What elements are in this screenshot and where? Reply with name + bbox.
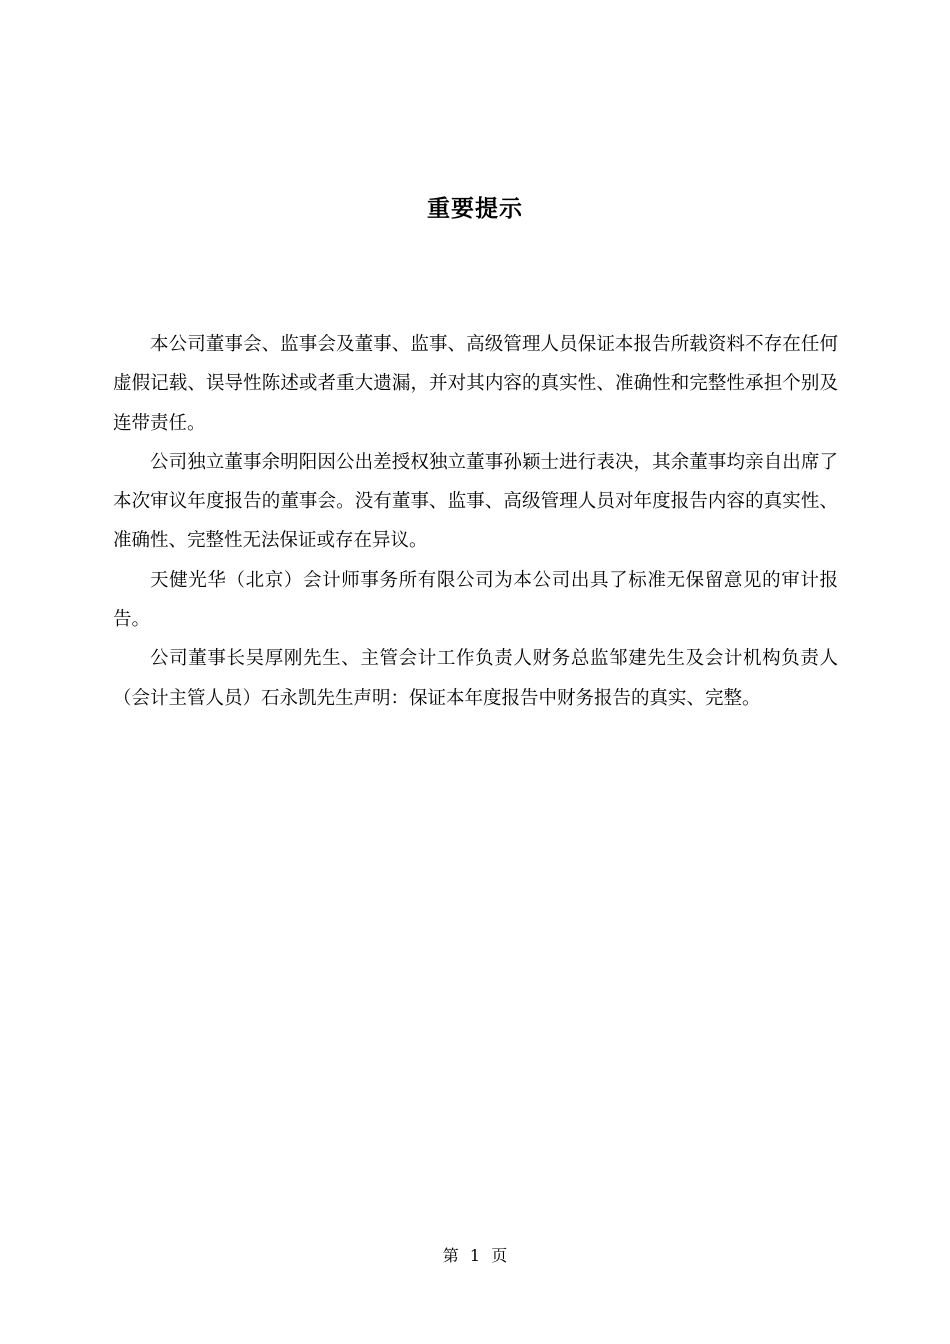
page-footer [0,1243,950,1266]
paragraph-financial-statement: 公司董事长吴厚刚先生、主管会计工作负责人财务总监邹建先生及会计机构负责人（会计主管人员）石永凯先生声明：保证本年度报告中财务报告的真实、完整。 [113,648,838,709]
page-number: 1 [469,1246,481,1265]
page-label-prefix: 第 [442,1246,459,1265]
page-title: 重要提示 [427,195,523,222]
notice-body [113,325,838,718]
paragraph-board-attendance: 公司独立董事余明阳因公出差授权独立董事孙颖士进行表决，其余董事均亲自出席了本次审议年度报告的董事会。没有董事、监事、高级管理人员对年度报告内容的真实性、准确性、完整性无法保证或存在异议。 [113,451,838,552]
page-label-suffix: 页 [491,1246,508,1265]
paragraph-audit-opinion: 天健光华（北京）会计师事务所有限公司为本公司出具了标准无保留意见的审计报告。 [113,569,838,631]
paragraph-responsibility: 本公司董事会、监事会及董事、监事、高级管理人员保证本报告所载资料不存在任何虚假记载、误导性陈述或者重大遗漏，并对其内容的真实性、准确性和完整性承担个别及连带责任。 [113,334,838,434]
